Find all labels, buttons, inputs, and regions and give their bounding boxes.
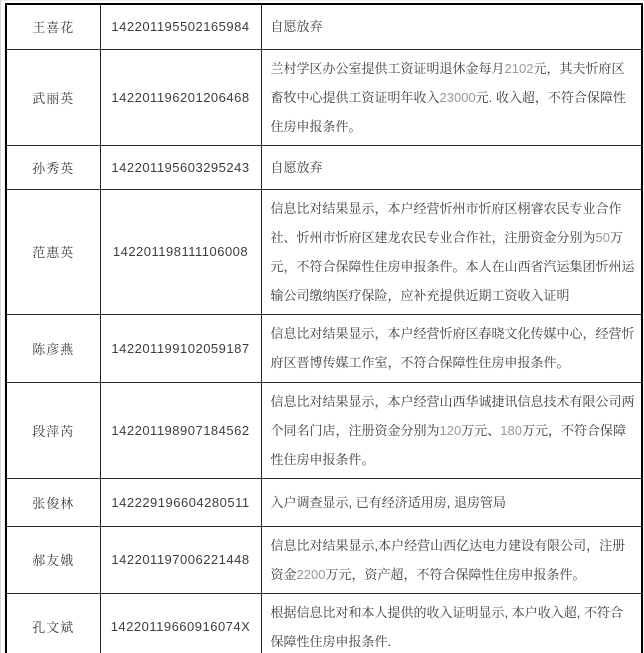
table-body bbox=[6, 4, 642, 653]
applicant-name: 张俊林 bbox=[6, 478, 100, 526]
review-remark: 入户调查显示, 已有经济适用房, 退房管局 bbox=[261, 478, 642, 526]
table-row bbox=[6, 49, 642, 145]
id-number: 142201197006221448 bbox=[100, 526, 261, 593]
id-number: 142201199102059187 bbox=[100, 314, 261, 382]
review-remark: 信息比对结果显示，本户经营忻州市忻府区栩睿农民专业合作社、忻州市忻府区建龙农民专业合作社，注册资金分别为50万元，不符合保障性住房申报条件。本人在山西省汽运集团忻州运输公司缴纳医疗保险，应补充提供近期工资收入证明 bbox=[261, 189, 642, 314]
review-remark: 根据信息比对和本人提供的收入证明显示, 本户收入超, 不符合保障性住房申报条件. bbox=[261, 593, 642, 653]
id-number: 142201198111106008 bbox=[100, 189, 261, 314]
applicant-name: 范惠英 bbox=[6, 189, 100, 314]
applicant-name: 陈彦燕 bbox=[6, 314, 100, 382]
id-number: 142201198907184562 bbox=[100, 382, 261, 478]
table-row bbox=[6, 145, 642, 189]
table-row bbox=[6, 382, 642, 478]
id-number: 142201196201206468 bbox=[100, 49, 261, 145]
id-number: 142229196604280511 bbox=[100, 478, 261, 526]
review-remark: 自愿放弃 bbox=[261, 145, 642, 189]
housing-review-table bbox=[5, 3, 643, 653]
applicant-name: 郝友娥 bbox=[6, 526, 100, 593]
review-remark: 信息比对结果显示，本户经营忻府区春晓文化传媒中心，经营忻府区晋博传媒工作室，不符合保障性住房申报条件。 bbox=[261, 314, 642, 382]
review-remark: 信息比对结果显示，本户经营山西华诚捷讯信息技术有限公司两个同名门店，注册资金分别为120万元、180万元，不符合保障性住房申报条件。 bbox=[261, 382, 642, 478]
applicant-name: 武丽英 bbox=[6, 49, 100, 145]
table-row bbox=[6, 593, 642, 653]
review-remark: 兰村学区办公室提供工资证明退休金每月2102元，其夫忻府区畜牧中心提供工资证明年收入23000元. 收入超，不符合保障性住房申报条件。 bbox=[261, 49, 642, 145]
applicant-name: 孔文斌 bbox=[6, 593, 100, 653]
review-remark: 自愿放弃 bbox=[261, 4, 642, 49]
applicant-name: 段萍芮 bbox=[6, 382, 100, 478]
applicant-name: 孙秀英 bbox=[6, 145, 100, 189]
id-number: 142201195502165984 bbox=[100, 4, 261, 49]
table-row bbox=[6, 4, 642, 49]
id-number: 14220119660916074X bbox=[100, 593, 261, 653]
table-row bbox=[6, 478, 642, 526]
review-remark: 信息比对结果显示,本户经营山西亿达电力建设有限公司，注册资金2200万元，资产超，不符合保障性住房申报条件。 bbox=[261, 526, 642, 593]
id-number: 142201195603295243 bbox=[100, 145, 261, 189]
table-row bbox=[6, 526, 642, 593]
table-row bbox=[6, 314, 642, 382]
applicant-name: 王喜花 bbox=[6, 4, 100, 49]
table-row bbox=[6, 189, 642, 314]
